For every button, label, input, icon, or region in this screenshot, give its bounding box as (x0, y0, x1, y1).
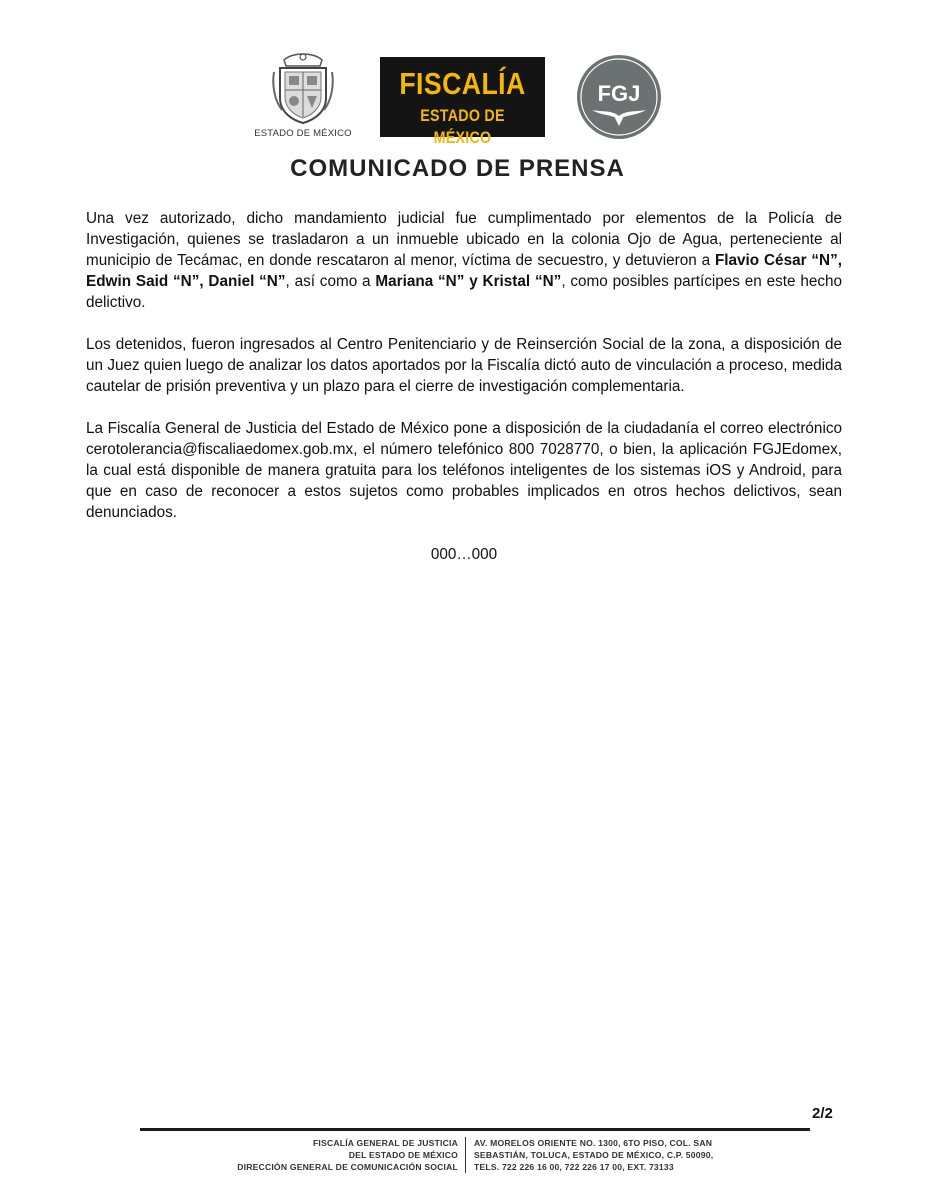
paragraph-1-text-3: , como posibles partícipes en este hecho delictivo. (86, 273, 842, 311)
page-title: COMUNICADO DE PRENSA (290, 155, 625, 182)
fgj-logo (574, 54, 664, 140)
paragraph-2: Los detenidos, fueron ingresados al Centro Penitenciario y de Reinserción Social de la zona, a disposición de un Juez quien luego de analizar los datos aportados por la Fiscalía dictó auto de vinculación a proceso, medida cautelar de prisión preventiva y un plazo para el cierre de investigación complementaria. (86, 336, 842, 395)
paragraph-1-text-2: , así como a (285, 273, 376, 290)
letterhead (0, 0, 927, 150)
paragraph-1 (86, 208, 842, 313)
footer-address-line: TELS. 722 226 16 00, 722 226 17 00, EXT. 73133 (474, 1162, 674, 1172)
footer-address-line: AV. MORELOS ORIENTE NO. 1300, 6TO PISO, COL. SAN (474, 1138, 713, 1148)
closing-mark: 000…000 (430, 546, 498, 563)
footer-separator (465, 1137, 466, 1173)
fgj-logo-text: FGJ (597, 81, 641, 106)
fiscalia-logo (380, 57, 545, 147)
paragraph-1-text-1: Una vez autorizado, dicho mandamiento judicial fue cumplimentado por elementos de la Policía de Investigación, quienes se trasladaron a un inmueble ubicado en la colonia Ojo de Agua, perteneciente al municipio de Tecámac, en donde rescataron al menor, víctima de secuestro, y detuvieron a (86, 210, 842, 269)
seal-caption: ESTADO DE MÉXICO (254, 128, 352, 139)
estado-de-mexico-seal (248, 50, 358, 146)
coat-of-arms-icon (270, 50, 336, 126)
footer-institution-line: FISCALÍA GENERAL DE JUSTICIA (312, 1138, 458, 1148)
fgj-emblem-icon (574, 54, 664, 140)
footer-divider (140, 1128, 810, 1131)
page-number: 2/2 (812, 1105, 833, 1122)
fiscalia-logo-line1: FISCALÍA (399, 66, 526, 101)
paragraph-3: La Fiscalía General de Justicia del Estado de México pone a disposición de la ciudadanía el correo electrónico cerotolerancia@fiscaliaedomex.gob.mx, el número telefónico 800 7028770, o bien, la aplicación FGJEdomex, la cual está disponible de manera gratuita para los teléfonos inteligentes de los sistemas iOS y Android, para que en caso de reconocer a estos sujetos como probables implicados en otros hechos delictivos, sean denunciados. (86, 420, 842, 521)
fiscalia-logo-line2: ESTADO DE MÉXICO (420, 106, 505, 147)
footer-institution-line: DIRECCIÓN GENERAL DE COMUNICACIÓN SOCIAL (237, 1162, 458, 1172)
footer-institution (150, 1137, 458, 1173)
document-body (86, 208, 842, 586)
detainees-names-1: Flavio César “N”, Edwin Said “N”, Daniel “N” (86, 252, 842, 290)
footer-address-line: SEBASTIÁN, TOLUCA, ESTADO DE MÉXICO, C.P. 50090, (474, 1150, 714, 1160)
detainees-names-2: Mariana “N” y Kristal “N” (375, 273, 562, 290)
footer-institution-line: DEL ESTADO DE MÉXICO (348, 1150, 458, 1160)
footer-address (474, 1137, 774, 1173)
